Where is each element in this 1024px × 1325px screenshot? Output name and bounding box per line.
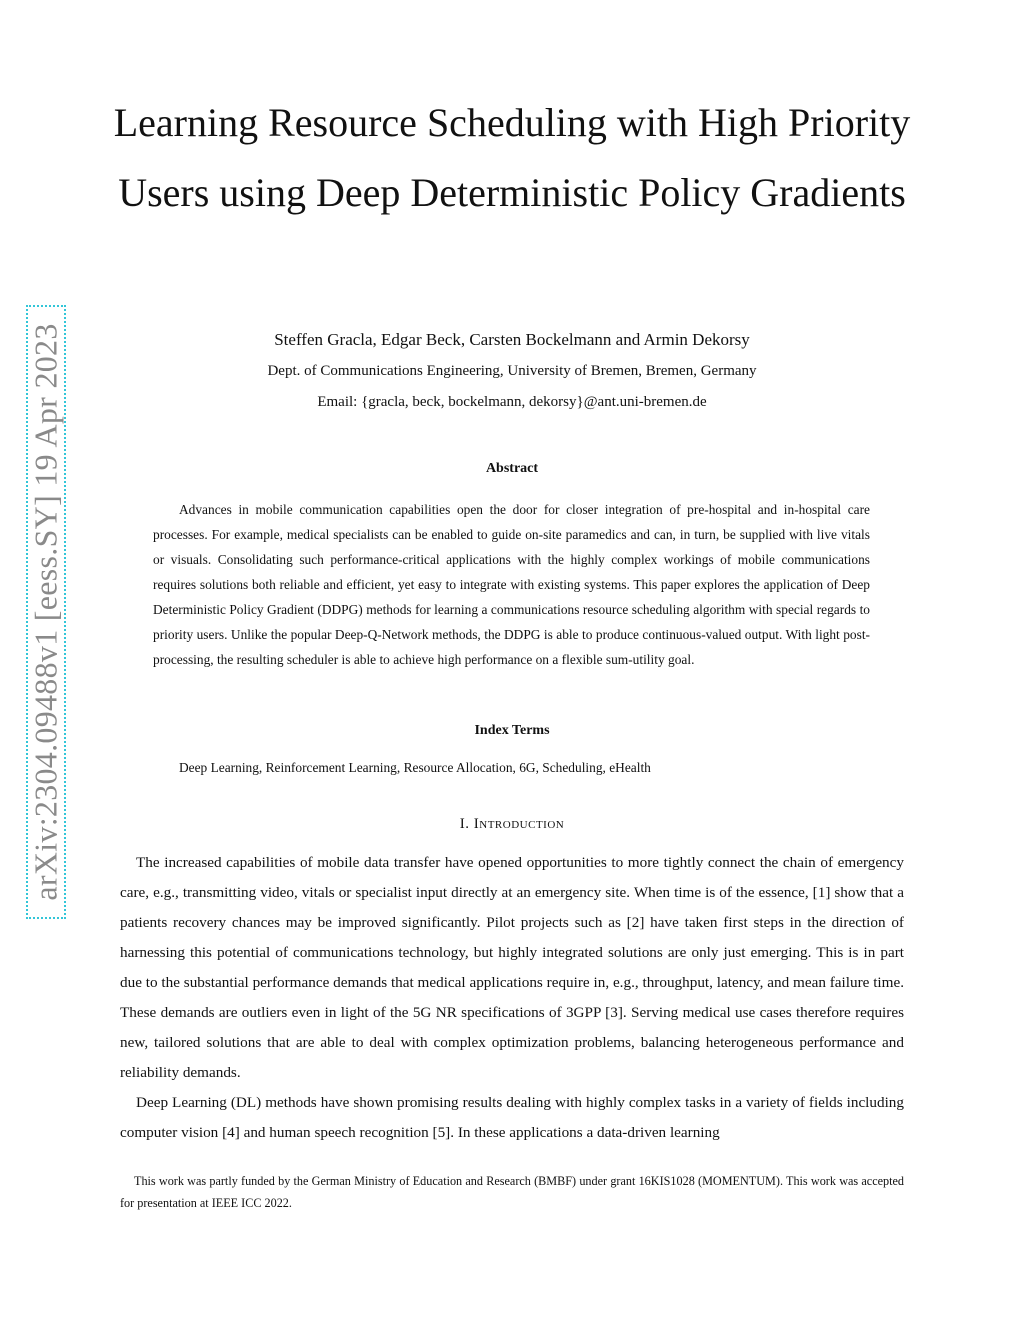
body-paragraph: The increased capabilities of mobile data transfer have opened opportunities to more tightly connect the chain of emergency care, e.g., transmitting video, vitals or specialist input directly at an emergency site. When time is of the essence, [1] show that a patients recovery chances may be improved significantly. Pilot projects such as [2] have taken first steps in the direction of harnessing this potential of communications technology, but highly integrated solutions are only just emerging. This is in part due to the substantial performance demands that medical applications require in, e.g., throughput, latency, and mean failure time. These demands are outliers even in light of the 5G NR specifications of 3GPP [3]. Serving medical use cases therefore requires new, tailored solutions that are able to deal with complex optimization problems, balancing heterogeneous performance and reliability demands.: [120, 854, 904, 1081]
paper-title: Learning Resource Scheduling with High Priority Users using Deep Deterministic Policy Gradients: [113, 100, 911, 215]
arxiv-stamp[interactable]: [26, 305, 66, 919]
abstract-heading: Abstract: [485, 461, 539, 476]
affiliation: Dept. of Communications Engineering, University of Bremen, Bremen, Germany: [267, 363, 757, 379]
section-heading-introduction: I. Introduction: [459, 816, 565, 832]
index-terms-text: Deep Learning, Reinforcement Learning, Resource Allocation, 6G, Scheduling, eHealth: [179, 760, 651, 775]
funding-footnote: This work was partly funded by the German Ministry of Education and Research (BMBF) under grant 16KIS1028 (MOMENTUM). This work was accepted for presentation at IEEE ICC 2022.: [120, 1174, 904, 1210]
introduction-body: [120, 848, 904, 1148]
body-paragraph: Deep Learning (DL) methods have shown promising results dealing with highly complex tasks in a variety of fields including computer vision [4] and human speech recognition [5]. In these applications a data-driven learning: [120, 1094, 904, 1141]
arxiv-id: arXiv:2304.09488v1 [eess.SY] 19 Apr 2023: [27, 323, 64, 901]
author-list: Steffen Gracla, Edgar Beck, Carsten Bockelmann and Armin Dekorsy: [274, 330, 750, 349]
index-terms-heading: Index Terms: [474, 723, 550, 738]
abstract-text: Advances in mobile communication capabilities open the door for closer integration of pre-hospital and in-hospital care processes. For example, medical specialists can be enabled to guide on-site paramedics and can, in turn, be supplied with live vitals or visuals. Consolidating such performance-critical applications with the highly complex workings of mobile communications requires solutions both reliable and efficient, yet easy to integrate with existing systems. This paper explores the application of Deep Deterministic Policy Gradient (DDPG) methods for learning a communications resource scheduling algorithm with special regards to priority users. Unlike the popular Deep-Q-Network methods, the DDPG is able to produce continuous-valued output. With light post-processing, the resulting scheduler is able to achieve high performance on a flexible sum-utility goal.: [153, 502, 870, 667]
author-email: Email: {gracla, beck, bockelmann, dekorsy}@ant.uni-bremen.de: [317, 394, 707, 410]
